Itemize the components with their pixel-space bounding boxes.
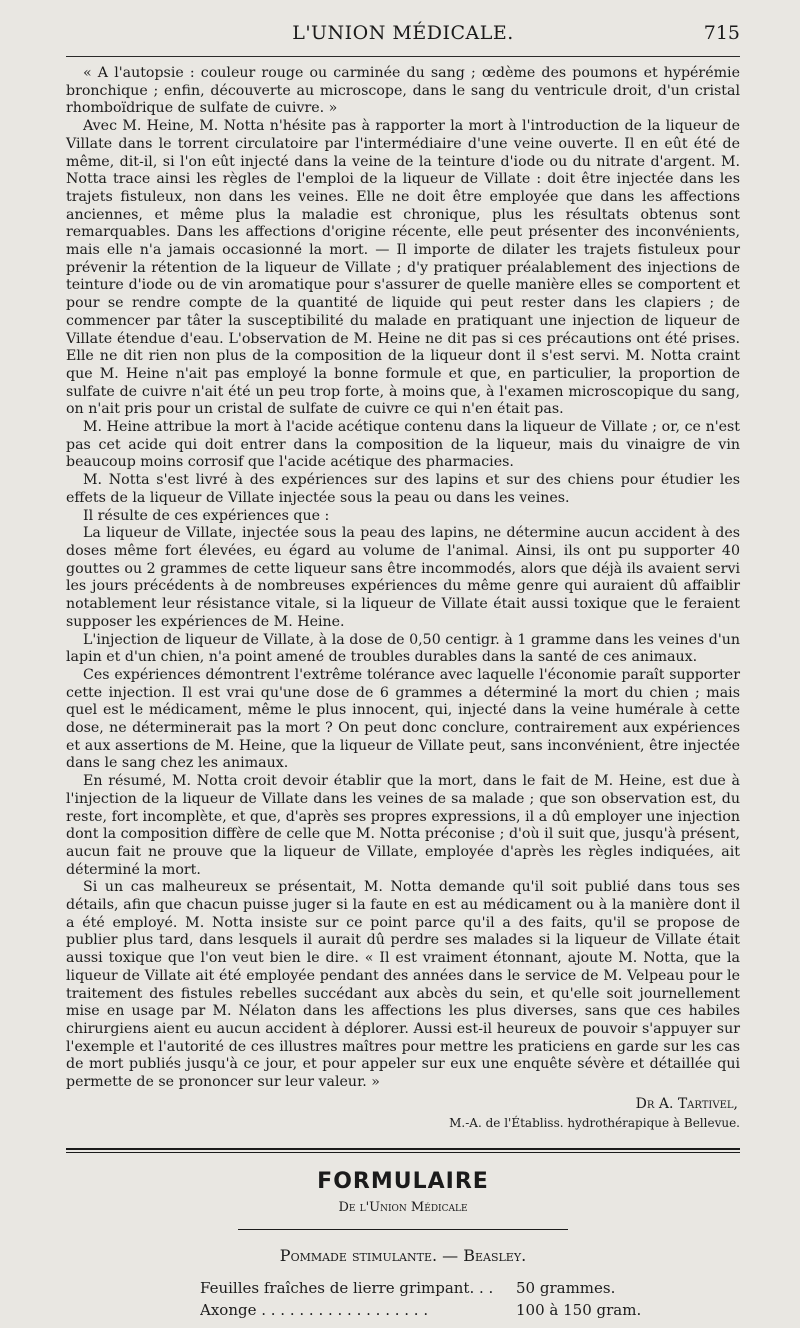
journal-title: L'UNION MÉDICALE.	[292, 22, 514, 44]
section-title: FORMULAIRE	[317, 1168, 489, 1194]
ingredient-row	[200, 1277, 740, 1299]
paragraph: M. Heine attribue la mort à l'acide acétique contenu dans la liqueur de Villate ; or, ce n'est pas cet acide qui doit entrer dans la composition de la liqueur, mais du vinaigre de vin beaucoup moins corrosif que l'acide acétique des pharmacies.	[66, 419, 740, 471]
section-subtitle: De l'Union Médicale	[338, 1199, 468, 1215]
paragraph: Il résulte de ces expériences que :	[83, 507, 330, 524]
paragraph: La liqueur de Villate, injectée sous la peau des lapins, ne détermine aucun accident à des doses même fort élevées, eu égard au volume de l'animal. Ainsi, ils ont pu supporter 40 gouttes ou 2 grammes de cette liqueur sans être incommodés, alors que déjà ils avaient servi les jours précédents à de nombreuses expériences du même genre qui auraient dû affaiblir notablement leur résistance vitale, si la liqueur de Villate était aussi toxique que le feraient supposer les expériences de M. Heine.	[66, 525, 740, 630]
recipe-title: Pommade stimulante. — Beasley.	[279, 1245, 527, 1265]
paragraph: Si un cas malheureux se présentait, M. Notta demande qu'il soit publié dans tous ses détails, afin que chacun puisse juger si la faute en est au médicament ou à la manière dont il a été employé. M. Notta insiste sur ce point parce qu'il a des faits, qu'il se propose de publier plus tard, dans lesquels il aurait dû perdre ses malades si la liqueur de Villate était aussi toxique que l'on veut bien le dire. « Il est vraiment étonnant, ajoute M. Notta, que la liqueur de Villate ait été employée pendant des années dans le service de M. Velpeau pour le traitement des fistules rebelles succédant aux abcès du sein, et qu'elle soit journellement mise en usage par M. Nélaton dans les affections les plus diverses, sans que ces habiles chirurgiens aient eu aucun accident à déplorer. Aussi est-il heureux de pouvoir s'appuyer sur l'exemple et l'autorité de ces illustres maîtres pour mettre les praticiens en garde sur les cas de mort publiés jusqu'à ce jour, et pour appeler sur eux une enquête sévère et détaillée qui permette de se prononcer sur leur valeur. »	[66, 879, 740, 1091]
ingredient-name: Feuilles fraîches de lierre grimpant. . .	[200, 1278, 494, 1297]
section-divider	[66, 1148, 740, 1153]
ingredient-list	[200, 1277, 740, 1321]
ingredient-name: Axonge . . . . . . . . . . . . . . . . . .	[200, 1300, 429, 1319]
subtitle-rule	[238, 1229, 568, 1230]
page-number: 715	[703, 22, 740, 44]
author-signature: Dr A. Tartivel,	[635, 1095, 738, 1112]
paragraph: Ces expériences démontrent l'extrême tolérance avec laquelle l'économie paraît supporter cette injection. Il est vrai qu'une dose de 6 grammes a déterminé la mort du chien ; mais quel est le médicament, même le plus innocent, qui, injecté dans la veine humérale à cette dose, ne déterminerait pas la mort ? On peut donc conclure, contrairement aux expériences et aux assertions de M. Heine, que la liqueur de Villate peut, sans inconvénient, être injectée dans le sang chez les animaux.	[66, 666, 740, 772]
paragraph: Avec M. Heine, M. Notta n'hésite pas à rapporter la mort à l'introduction de la liqueur de Villate dans le torrent circulatoire par l'intermédiaire d'une veine ouverte. Il en eût été de même, dit-il, si l'on eût injecté dans la veine de la teinture d'iode ou du nitrate d'argent. M. Notta trace ainsi les règles de l'emploi de la liqueur de Villate : doit être injectée dans les trajets fistuleux, non dans les veines. Elle ne doit être employée que dans les affections anciennes, et même plus la maladie est chronique, plus les résultats obtenus sont remarquables. Dans les affections d'origine récente, elle peut présenter des inconvénients, mais elle n'a jamais occasionné la mort. — Il importe de dilater les trajets fistuleux pour prévenir la rétention de la liqueur de Villate ; d'y pratiquer préalablement des injections de teinture d'iode ou de vin aromatique pour s'assurer de quelle manière elles se comportent et pour se rendre compte de la quantité de liquide qui peut rester dans les clapiers ; de commencer par tâter la susceptibilité du malade en pratiquant une injection de liqueur de Villate étendue d'eau. L'observation de M. Heine ne dit pas si ces précautions ont été prises. Elle ne dit rien non plus de la composition de la liqueur dont il s'est servi. M. Notta craint que M. Heine n'ait pas employé la bonne formule et que, en particulier, la proportion de sulfate de cuivre n'ait été un peu trop forte, à moins que, à l'examen microscopique du sang, on n'ait pris pour un cristal de sulfate de cuivre ce qui n'en était pas.	[66, 118, 740, 418]
paragraph: M. Notta s'est livré à des expériences sur des lapins et sur des chiens pour étudier les effets de la liqueur de Villate injectée sous la peau ou dans les veines.	[66, 472, 740, 506]
ingredient-quantity: 50 grammes.	[516, 1278, 616, 1297]
ingredient-row	[200, 1299, 740, 1321]
author-affiliation: M.-A. de l'Établiss. hydrothérapique à Bellevue.	[449, 1115, 740, 1130]
ingredient-quantity: 100 à 150 gram.	[516, 1300, 642, 1319]
article-body	[66, 65, 740, 1092]
paragraph: En résumé, M. Notta croit devoir établir que la mort, dans le fait de M. Heine, est due à l'injection de la liqueur de Villate dans les veines de sa malade ; que son observation est, du reste, fort incomplète, et que, d'après ses propres expressions, il a dû employer une injection dont la composition diffère de celle que M. Notta préconise ; d'où il suit que, jusqu'à présent, aucun fait ne prouve que la liqueur de Villate, employée d'après les règles indiquées, ait déterminé la mort.	[66, 773, 740, 878]
header-rule	[66, 56, 740, 57]
paragraph: « A l'autopsie : couleur rouge ou carminée du sang ; œdème des poumons et hypérémie bronchique ; enfin, découverte au microscope, dans le sang du ventricule droit, d'un cristal rhomboïdrique de sulfate de cuivre. »	[66, 65, 740, 117]
paragraph: L'injection de liqueur de Villate, à la dose de 0,50 centigr. à 1 gramme dans les veines d'un lapin et d'un chien, n'a point amené de troubles durables dans la santé de ces animaux.	[66, 631, 740, 666]
running-header	[66, 18, 740, 48]
